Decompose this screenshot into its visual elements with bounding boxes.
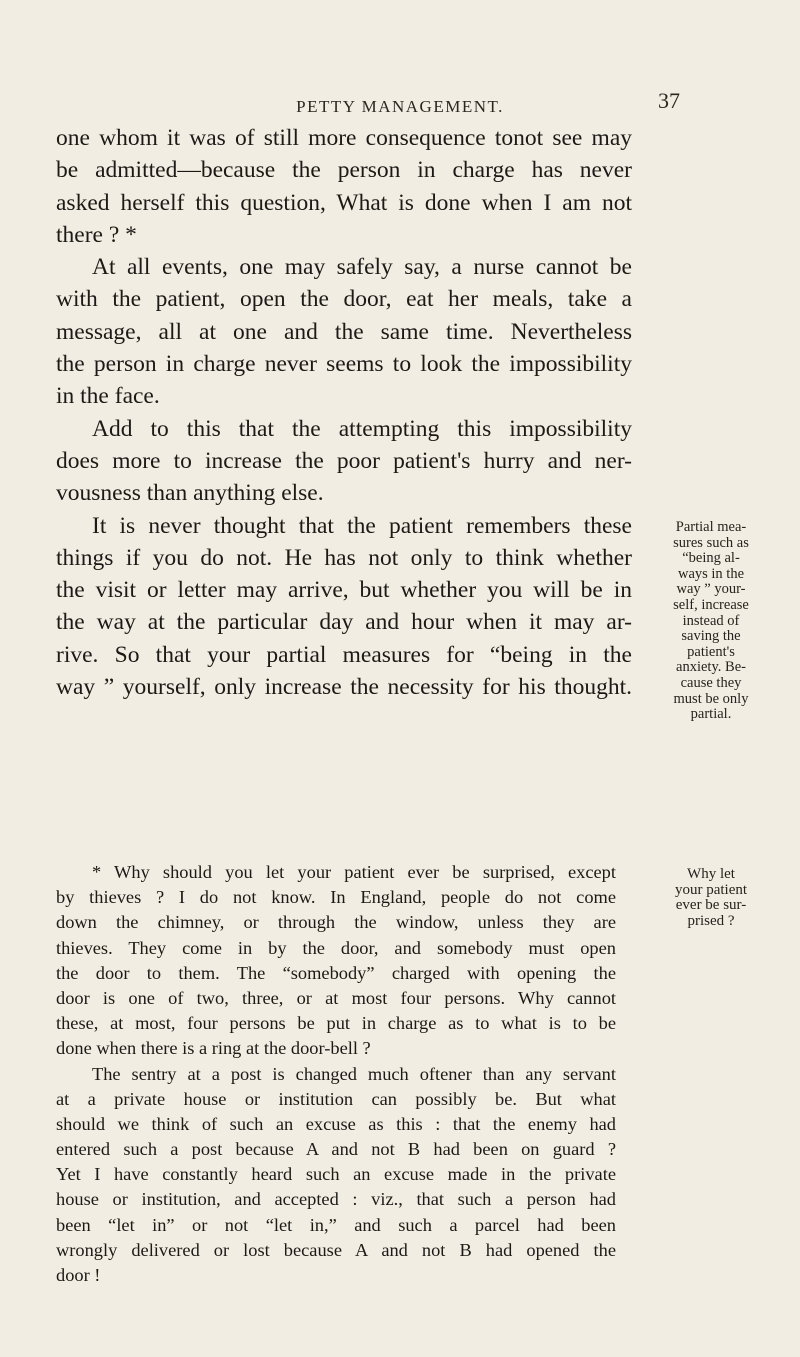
footnote-line: by thieves ? I do not know. In England, people do not come [56, 887, 616, 908]
footnote [56, 860, 616, 1288]
body-line: Add to this that the attempting this impossibility [92, 415, 632, 442]
margin-note-line: your patient [674, 881, 748, 898]
body-line: way ” yourself, only increase the necessity for his thought. [56, 674, 632, 701]
footnote-line: Yet I have constantly heard such an excuse made in the private [56, 1164, 616, 1185]
margin-note-line: must be only [673, 690, 749, 707]
footnote-line: door is one of two, three, or at most four persons. Why cannot [56, 987, 616, 1008]
footnote-line: the door to them. The “somebody” charged with opening the [56, 962, 616, 983]
margin-note-line: instead of [682, 612, 740, 629]
footnote-line: door ! [56, 1265, 101, 1285]
footnote-line: thieves. They come in by the door, and somebody must open [56, 937, 616, 958]
margin-note-partial-measures [636, 520, 786, 723]
body-line: It is never thought that the patient remembers these [92, 512, 632, 539]
body-line: there ? * [56, 221, 137, 248]
body-line: things if you do not. He has not only to think whether [56, 544, 632, 571]
body-line: be admitted—because the person in charge has never [56, 157, 632, 184]
margin-note-line: self, increase [673, 596, 749, 613]
margin-note-line: patient's [687, 643, 735, 660]
margin-note-line: sures such as [673, 534, 749, 551]
margin-note-line: ever be sur- [675, 897, 747, 914]
body-line: the visit or letter may arrive, but whether you will be in [56, 577, 632, 604]
body-line: message, all at one and the same time. Nevertheless [56, 318, 632, 345]
body-line: vousness than anything else. [56, 480, 324, 507]
body-line: rive. So that your partial measures for “being in the [56, 641, 632, 668]
margin-note-line: ways in the [677, 565, 745, 582]
footnote-line: down the chimney, or through the window, unless they are [56, 912, 616, 933]
body-line: in the face. [56, 383, 160, 410]
body-line: the person in charge never seems to look the impossibility [56, 351, 632, 378]
margin-note-line: partial. [690, 706, 732, 723]
footnote-line: been “let in” or not “let in,” and such a parcel had been [56, 1214, 616, 1235]
margin-note-line: saving the [681, 628, 741, 645]
margin-note-line: “being al- [682, 550, 740, 567]
footnote-line: these, at most, four persons be put in charge as to what is to be [56, 1013, 616, 1034]
footnote-line: house or institution, and accepted : viz., that such a person had [56, 1189, 616, 1210]
footnote-line: done when there is a ring at the door-bell ? [56, 1038, 371, 1059]
footnote-line: * Why should you let your patient ever be surprised, except [92, 862, 616, 882]
footnote-line: The sentry at a post is changed much oftener than any servant [92, 1063, 616, 1084]
footnote-line: entered such a post because A and not B had been on guard ? [56, 1139, 616, 1160]
margin-note-why-surprised [636, 867, 786, 929]
margin-note-line: cause they [680, 674, 742, 691]
footnote-line: wrongly delivered or lost because A and not B had opened the [56, 1239, 616, 1260]
margin-note-line: prised ? [687, 912, 735, 929]
margin-note-line: Why let [687, 866, 735, 882]
margin-note-line: anxiety. Be- [676, 659, 746, 676]
body-line: one whom it was of still more consequence tonot see may [56, 125, 632, 151]
page-number: 37 [658, 88, 680, 113]
body-line: At all events, one may safely say, a nurse cannot be [92, 254, 632, 281]
body-line: does more to increase the poor patient's hurry and ner- [56, 447, 632, 474]
body-line: with the patient, open the door, eat her meals, take a [56, 286, 632, 313]
body-text [56, 122, 632, 703]
running-head: PETTY MANAGEMENT. [296, 97, 504, 116]
margin-note-line: way ” your- [676, 581, 746, 598]
footnote-line: should we think of such an excuse as this : that the enemy had [56, 1113, 616, 1134]
body-line: the way at the particular day and hour when it may ar- [56, 609, 632, 636]
margin-note-line: Partial mea- [675, 519, 747, 535]
body-line: asked herself this question, What is done when I am not [56, 189, 632, 216]
footnote-line: at a private house or institution can possibly be. But what [56, 1088, 616, 1109]
